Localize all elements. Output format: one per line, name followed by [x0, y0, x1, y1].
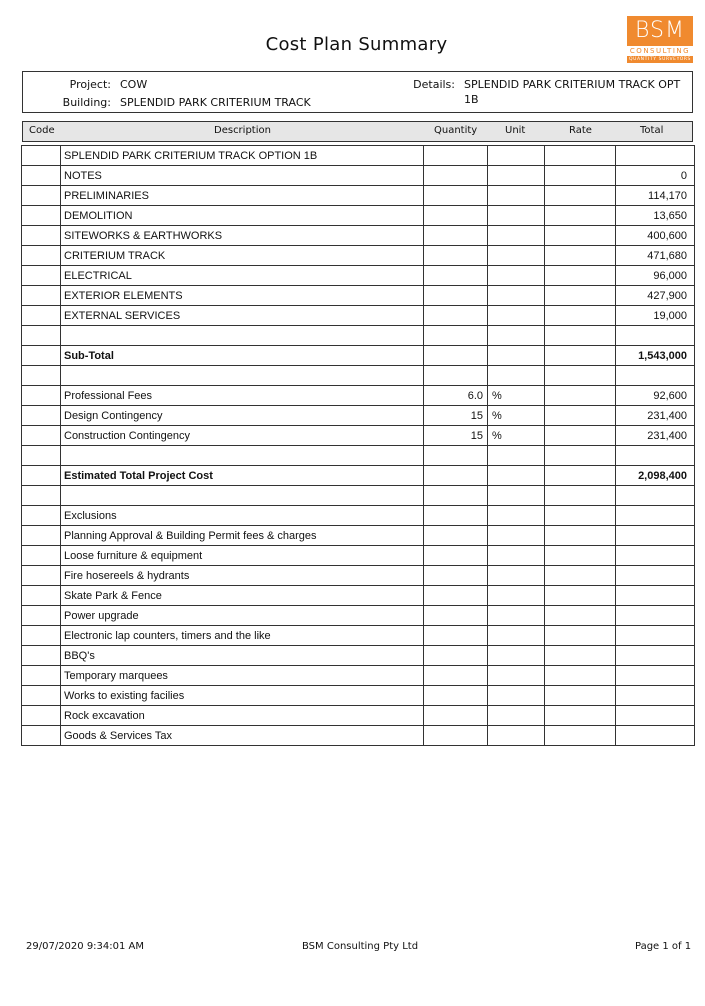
- row-total: [616, 726, 695, 746]
- row-total: [616, 606, 695, 626]
- row-quantity: [424, 166, 488, 186]
- row-unit: [488, 266, 545, 286]
- row-unit: [488, 366, 545, 386]
- row-quantity: [424, 306, 488, 326]
- row-rate: [545, 246, 616, 266]
- row-code-cell: [22, 186, 61, 206]
- row-code-cell: [22, 406, 61, 426]
- row-rate: [545, 706, 616, 726]
- row-description: Fire hosereels & hydrants: [61, 566, 424, 586]
- row-unit: [488, 526, 545, 546]
- row-description: Power upgrade: [61, 606, 424, 626]
- row-quantity: [424, 586, 488, 606]
- project-info-box: [22, 71, 693, 113]
- row-unit: [488, 646, 545, 666]
- row-total: 400,600: [616, 226, 695, 246]
- row-rate: [545, 286, 616, 306]
- table-row: [22, 266, 695, 286]
- row-unit: [488, 146, 545, 166]
- row-rate: [545, 466, 616, 486]
- table-row: [22, 206, 695, 226]
- row-code-cell: [22, 266, 61, 286]
- row-total: 0: [616, 166, 695, 186]
- row-quantity: [424, 326, 488, 346]
- table-row: [22, 626, 695, 646]
- row-description: NOTES: [61, 166, 424, 186]
- row-code-cell: [22, 426, 61, 446]
- row-description: BBQ's: [61, 646, 424, 666]
- row-code-cell: [22, 526, 61, 546]
- row-quantity: [424, 706, 488, 726]
- col-code-header: Code: [29, 125, 55, 136]
- row-total: [616, 526, 695, 546]
- table-row: [22, 606, 695, 626]
- row-quantity: 6.0: [424, 386, 488, 406]
- row-rate: [545, 346, 616, 366]
- row-rate: [545, 206, 616, 226]
- row-total: [616, 486, 695, 506]
- row-rate: [545, 146, 616, 166]
- table-row: [22, 586, 695, 606]
- row-code-cell: [22, 566, 61, 586]
- row-code-cell: [22, 546, 61, 566]
- row-description: Temporary marquees: [61, 666, 424, 686]
- row-total: 1,543,000: [616, 346, 695, 366]
- row-total: 2,098,400: [616, 466, 695, 486]
- row-quantity: [424, 626, 488, 646]
- row-description: Skate Park & Fence: [61, 586, 424, 606]
- building-label: Building:: [62, 96, 111, 109]
- row-quantity: [424, 186, 488, 206]
- row-description: DEMOLITION: [61, 206, 424, 226]
- row-unit: [488, 506, 545, 526]
- row-total: [616, 586, 695, 606]
- row-rate: [545, 406, 616, 426]
- row-quantity: [424, 146, 488, 166]
- row-description: EXTERNAL SERVICES: [61, 306, 424, 326]
- row-quantity: [424, 246, 488, 266]
- row-quantity: [424, 606, 488, 626]
- row-quantity: [424, 486, 488, 506]
- row-code-cell: [22, 306, 61, 326]
- row-description: Planning Approval & Building Permit fees & charges: [61, 526, 424, 546]
- row-quantity: [424, 546, 488, 566]
- row-description: Electronic lap counters, timers and the like: [61, 626, 424, 646]
- row-description: Rock excavation: [61, 706, 424, 726]
- col-quantity-header: Quantity: [434, 125, 478, 136]
- row-total: [616, 666, 695, 686]
- table-row: [22, 326, 695, 346]
- row-rate: [545, 626, 616, 646]
- row-unit: %: [488, 406, 545, 426]
- table-row: [22, 146, 695, 166]
- row-description: Goods & Services Tax: [61, 726, 424, 746]
- row-description: [61, 446, 424, 466]
- row-rate: [545, 726, 616, 746]
- row-code-cell: [22, 666, 61, 686]
- row-unit: [488, 566, 545, 586]
- table-row: [22, 306, 695, 326]
- row-unit: [488, 626, 545, 646]
- row-unit: %: [488, 426, 545, 446]
- row-description: Construction Contingency: [61, 426, 424, 446]
- table-row: [22, 446, 695, 466]
- row-rate: [545, 226, 616, 246]
- row-quantity: [424, 526, 488, 546]
- building-value: SPLENDID PARK CRITERIUM TRACK: [120, 96, 311, 109]
- table-row: [22, 366, 695, 386]
- table-row: [22, 566, 695, 586]
- row-rate: [545, 686, 616, 706]
- row-description: [61, 326, 424, 346]
- row-quantity: [424, 466, 488, 486]
- row-total: [616, 366, 695, 386]
- row-unit: %: [488, 386, 545, 406]
- row-total: 92,600: [616, 386, 695, 406]
- row-unit: [488, 606, 545, 626]
- row-rate: [545, 366, 616, 386]
- row-unit: [488, 486, 545, 506]
- row-rate: [545, 606, 616, 626]
- row-rate: [545, 186, 616, 206]
- row-total: [616, 706, 695, 726]
- row-code-cell: [22, 366, 61, 386]
- table-row: [22, 666, 695, 686]
- row-total: 427,900: [616, 286, 695, 306]
- row-unit: [488, 706, 545, 726]
- row-total: 114,170: [616, 186, 695, 206]
- row-unit: [488, 186, 545, 206]
- row-code-cell: [22, 286, 61, 306]
- row-description: Loose furniture & equipment: [61, 546, 424, 566]
- row-code-cell: [22, 166, 61, 186]
- row-description: [61, 366, 424, 386]
- table-row: [22, 646, 695, 666]
- row-rate: [545, 566, 616, 586]
- row-description: Design Contingency: [61, 406, 424, 426]
- table-row: [22, 406, 695, 426]
- table-row: [22, 706, 695, 726]
- table-header: [22, 121, 693, 142]
- row-total: 13,650: [616, 206, 695, 226]
- row-total: [616, 446, 695, 466]
- row-code-cell: [22, 386, 61, 406]
- table-row: [22, 346, 695, 366]
- row-total: [616, 626, 695, 646]
- col-rate-header: Rate: [569, 125, 592, 136]
- row-quantity: [424, 286, 488, 306]
- row-quantity: [424, 686, 488, 706]
- logo-subtitle: CONSULTING: [629, 47, 691, 55]
- row-code-cell: [22, 606, 61, 626]
- row-description: Exclusions: [61, 506, 424, 526]
- row-total: 231,400: [616, 406, 695, 426]
- project-label: Project:: [69, 78, 111, 91]
- row-unit: [488, 206, 545, 226]
- row-description: Estimated Total Project Cost: [61, 466, 424, 486]
- row-code-cell: [22, 146, 61, 166]
- row-rate: [545, 526, 616, 546]
- row-total: 471,680: [616, 246, 695, 266]
- row-description: SPLENDID PARK CRITERIUM TRACK OPTION 1B: [61, 146, 424, 166]
- table-row: [22, 226, 695, 246]
- row-code-cell: [22, 486, 61, 506]
- row-unit: [488, 246, 545, 266]
- row-unit: [488, 226, 545, 246]
- row-description: EXTERIOR ELEMENTS: [61, 286, 424, 306]
- row-total: [616, 506, 695, 526]
- row-rate: [545, 506, 616, 526]
- row-code-cell: [22, 586, 61, 606]
- table-row: [22, 726, 695, 746]
- footer-page: Page 1 of 1: [635, 941, 692, 952]
- row-unit: [488, 166, 545, 186]
- row-unit: [488, 346, 545, 366]
- row-total: [616, 326, 695, 346]
- row-unit: [488, 586, 545, 606]
- row-code-cell: [22, 226, 61, 246]
- row-code-cell: [22, 446, 61, 466]
- row-rate: [545, 386, 616, 406]
- details-value-line2: 1B: [464, 93, 479, 106]
- row-quantity: [424, 346, 488, 366]
- row-quantity: [424, 446, 488, 466]
- footer-company: BSM Consulting Pty Ltd: [302, 941, 419, 952]
- row-code-cell: [22, 646, 61, 666]
- row-total: [616, 566, 695, 586]
- row-description: SITEWORKS & EARTHWORKS: [61, 226, 424, 246]
- col-total-header: Total: [640, 125, 664, 136]
- row-rate: [545, 426, 616, 446]
- row-description: Sub-Total: [61, 346, 424, 366]
- table-row: [22, 506, 695, 526]
- row-rate: [545, 306, 616, 326]
- table-row: [22, 286, 695, 306]
- row-code-cell: [22, 466, 61, 486]
- row-description: PRELIMINARIES: [61, 186, 424, 206]
- row-unit: [488, 666, 545, 686]
- table-row: [22, 246, 695, 266]
- row-code-cell: [22, 686, 61, 706]
- table-row: [22, 526, 695, 546]
- row-code-cell: [22, 626, 61, 646]
- row-total: [616, 546, 695, 566]
- logo-tagline: QUANTITY SURVEYORS: [628, 57, 692, 62]
- footer-timestamp: 29/07/2020 9:34:01 AM: [26, 941, 145, 952]
- row-unit: [488, 726, 545, 746]
- row-quantity: [424, 206, 488, 226]
- details-value-line1: SPLENDID PARK CRITERIUM TRACK OPT: [464, 78, 681, 91]
- row-description: Professional Fees: [61, 386, 424, 406]
- row-total: 231,400: [616, 426, 695, 446]
- page-title: Cost Plan Summary: [265, 34, 448, 55]
- row-code-cell: [22, 206, 61, 226]
- row-rate: [545, 166, 616, 186]
- row-unit: [488, 446, 545, 466]
- row-rate: [545, 586, 616, 606]
- row-total: [616, 646, 695, 666]
- row-rate: [545, 446, 616, 466]
- row-rate: [545, 486, 616, 506]
- table-row: [22, 686, 695, 706]
- row-total: 96,000: [616, 266, 695, 286]
- company-logo: [627, 16, 693, 61]
- row-quantity: 15: [424, 426, 488, 446]
- row-rate: [545, 546, 616, 566]
- row-quantity: [424, 266, 488, 286]
- row-quantity: [424, 666, 488, 686]
- col-description-header: Description: [214, 125, 271, 136]
- row-rate: [545, 326, 616, 346]
- row-rate: [545, 646, 616, 666]
- row-quantity: 15: [424, 406, 488, 426]
- table-row: [22, 186, 695, 206]
- row-unit: [488, 326, 545, 346]
- row-description: CRITERIUM TRACK: [61, 246, 424, 266]
- cost-table: [21, 145, 695, 746]
- table-row: [22, 426, 695, 446]
- row-description: Works to existing facilies: [61, 686, 424, 706]
- row-total: 19,000: [616, 306, 695, 326]
- row-quantity: [424, 726, 488, 746]
- project-value: COW: [120, 78, 148, 91]
- row-rate: [545, 266, 616, 286]
- row-quantity: [424, 646, 488, 666]
- table-row: [22, 466, 695, 486]
- row-total: [616, 686, 695, 706]
- row-rate: [545, 666, 616, 686]
- row-description: ELECTRICAL: [61, 266, 424, 286]
- table-row: [22, 486, 695, 506]
- table-row: [22, 386, 695, 406]
- row-code-cell: [22, 506, 61, 526]
- row-code-cell: [22, 346, 61, 366]
- row-code-cell: [22, 726, 61, 746]
- row-unit: [488, 286, 545, 306]
- row-unit: [488, 686, 545, 706]
- row-quantity: [424, 366, 488, 386]
- row-code-cell: [22, 246, 61, 266]
- row-quantity: [424, 226, 488, 246]
- row-quantity: [424, 566, 488, 586]
- row-code-cell: [22, 326, 61, 346]
- row-unit: [488, 466, 545, 486]
- row-unit: [488, 546, 545, 566]
- row-quantity: [424, 506, 488, 526]
- row-total: [616, 146, 695, 166]
- col-unit-header: Unit: [505, 125, 526, 136]
- row-code-cell: [22, 706, 61, 726]
- row-unit: [488, 306, 545, 326]
- row-description: [61, 486, 424, 506]
- logo-mark: BSM: [627, 16, 693, 46]
- table-row: [22, 546, 695, 566]
- details-label: Details:: [413, 78, 455, 91]
- table-row: [22, 166, 695, 186]
